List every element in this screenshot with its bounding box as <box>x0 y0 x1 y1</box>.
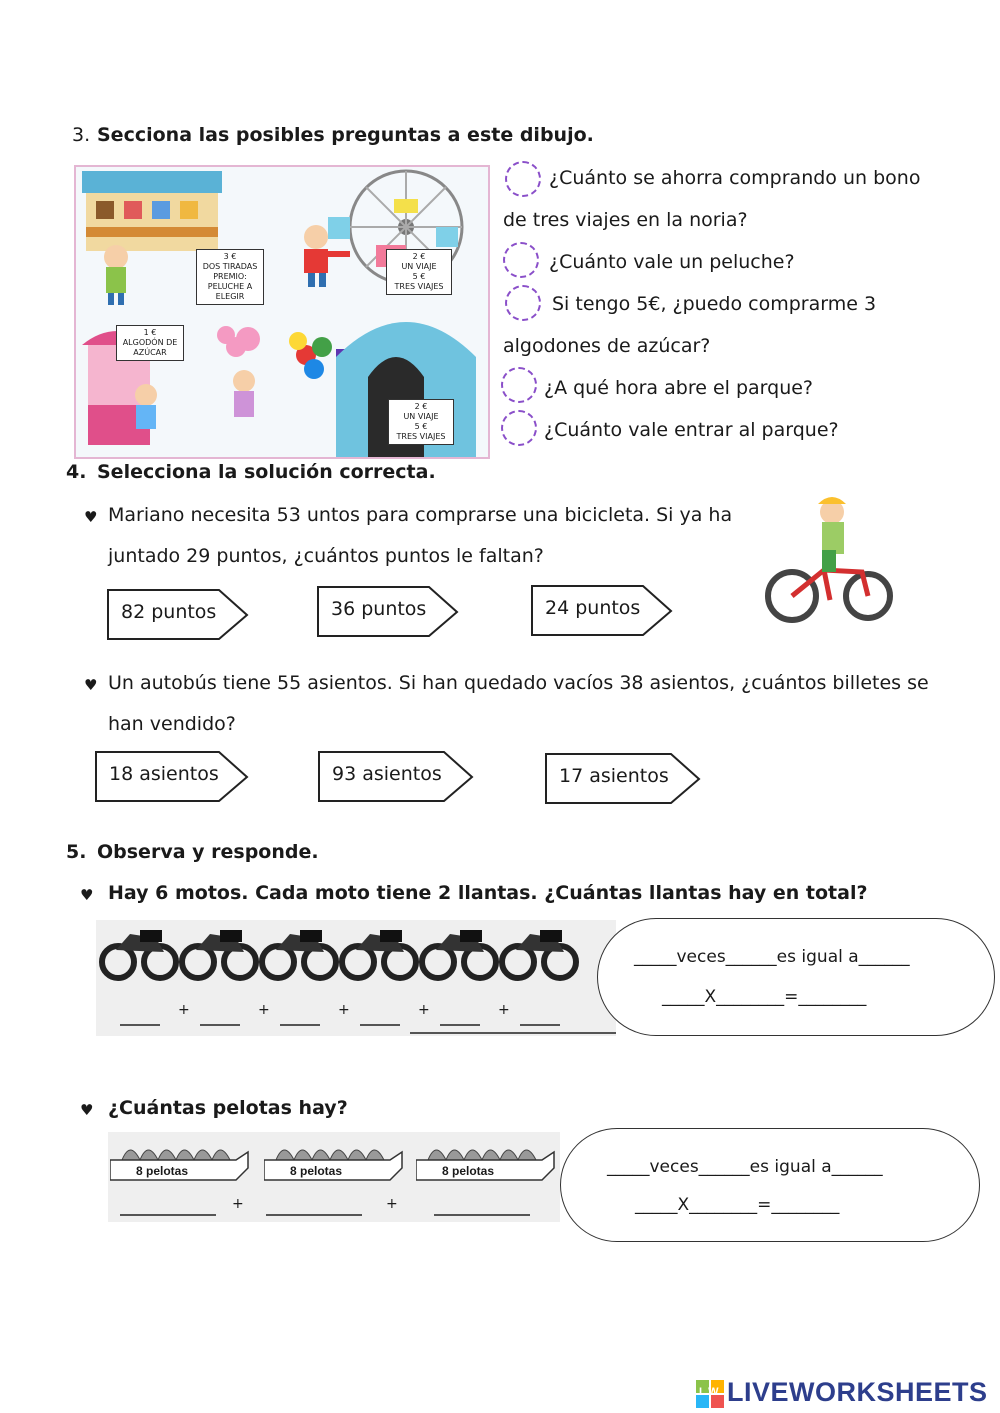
answer-option-label: 36 puntos <box>331 598 427 620</box>
answer-option-36[interactable] <box>317 586 459 636</box>
select-circle-1[interactable] <box>505 161 541 197</box>
section3-number: 3. <box>72 124 91 146</box>
question-1-line1: ¿Cuánto se ahorra comprando un bono <box>549 167 921 189</box>
addend-blank <box>200 1024 240 1026</box>
answer-option-93[interactable] <box>318 751 474 801</box>
section5-number: 5. <box>66 841 87 863</box>
motorcycle-icon <box>342 930 416 978</box>
ball-trays-strip <box>108 1132 560 1222</box>
motorcycle-icon <box>262 930 336 978</box>
bullet-heart-icon: ♥ <box>80 886 94 904</box>
question-3-line2: algodones de azúcar? <box>503 335 711 357</box>
problem1-line2: juntado 29 puntos, ¿cuántos puntos le faltan? <box>108 545 544 567</box>
motorcycle-icon <box>182 930 256 978</box>
problem2-line1: Un autobús tiene 55 asientos. Si han quedado vacíos 38 asientos, ¿cuántos billetes se <box>108 672 929 694</box>
answer-sentence[interactable]: _____veces______es igual a______ <box>634 947 910 967</box>
plus-sign: + <box>338 1002 350 1018</box>
tray-label: 8 pelotas <box>290 1164 343 1178</box>
answer-option-label: 93 asientos <box>332 763 442 785</box>
addend-blank <box>520 1024 560 1026</box>
ball-tray <box>264 1140 404 1184</box>
liveworksheets-logo-icon <box>696 1380 724 1408</box>
select-circle-5[interactable] <box>501 410 537 446</box>
plus-sign: + <box>386 1196 398 1212</box>
answer-option-label: 18 asientos <box>109 763 219 785</box>
plus-sign: + <box>232 1196 244 1212</box>
addend-blank <box>440 1024 480 1026</box>
answer-equation[interactable]: _____X________=________ <box>662 987 867 1007</box>
bullet-heart-icon: ♥ <box>80 1101 94 1119</box>
addend-blank <box>266 1214 362 1216</box>
addend-blank <box>120 1214 216 1216</box>
answer-oval-motorcycles <box>597 918 995 1036</box>
select-circle-4[interactable] <box>501 367 537 403</box>
motorcycles <box>96 920 616 990</box>
answer-option-24[interactable] <box>531 585 673 635</box>
problem1-line1: Mariano necesita 53 untos para comprarse una bicicleta. Si ya ha <box>108 504 733 526</box>
motorcycle-question: Hay 6 motos. Cada moto tiene 2 llantas. ¿Cuántas llantas hay en total? <box>108 882 868 904</box>
answer-equation[interactable]: _____X________=________ <box>635 1195 840 1215</box>
answer-option-label: 82 puntos <box>121 601 217 623</box>
motorcycle-icon <box>422 930 496 978</box>
tray-label: 8 pelotas <box>136 1164 189 1178</box>
motorcycles-strip <box>96 920 616 1036</box>
answer-sentence[interactable]: _____veces______es igual a______ <box>607 1157 883 1177</box>
tray-label: 8 pelotas <box>442 1164 495 1178</box>
sign-cotton-candy: 1 € ALGODÓN DE AZÚCAR <box>116 325 184 361</box>
plus-sign: + <box>418 1002 430 1018</box>
ball-tray <box>110 1140 250 1184</box>
fair-illustration <box>74 165 490 459</box>
answer-option-label: 17 asientos <box>559 765 669 787</box>
question-2: ¿Cuánto vale un peluche? <box>549 251 795 273</box>
addend-blank <box>360 1024 400 1026</box>
select-circle-3[interactable] <box>505 285 541 321</box>
section4-number: 4. <box>66 461 87 483</box>
answer-option-label: 24 puntos <box>545 597 641 619</box>
sign-ride-1: 2 € UN VIAJE 5 € TRES VIAJES <box>386 249 452 295</box>
select-circle-2[interactable] <box>503 242 539 278</box>
sign-prize: 3 € DOS TIRADAS PREMIO: PELUCHE A ELEGIR <box>196 249 264 305</box>
sum-line <box>410 1032 616 1034</box>
plus-sign: + <box>498 1002 510 1018</box>
addend-blank <box>280 1024 320 1026</box>
answer-option-82[interactable] <box>107 589 249 639</box>
question-3-line1: Si tengo 5€, ¿puedo comprarme 3 <box>552 293 877 315</box>
plus-sign: + <box>258 1002 270 1018</box>
addend-blank <box>120 1024 160 1026</box>
motorcycle-icon <box>102 930 176 978</box>
cyclist-image <box>764 490 894 630</box>
addend-blank <box>434 1214 530 1216</box>
balls-question: ¿Cuántas pelotas hay? <box>108 1097 348 1119</box>
problem2-line2: han vendido? <box>108 713 236 735</box>
section3-title: Secciona las posibles preguntas a este dibujo. <box>97 124 594 146</box>
logo-letters: LW <box>699 1386 722 1398</box>
section5-title: Observa y responde. <box>97 841 319 863</box>
cyclist-drawing <box>764 490 894 630</box>
question-4: ¿A qué hora abre el parque? <box>544 377 814 399</box>
answer-oval-balls <box>560 1128 980 1242</box>
answer-option-17[interactable] <box>545 753 701 803</box>
plus-sign: + <box>178 1002 190 1018</box>
question-5: ¿Cuánto vale entrar al parque? <box>544 419 839 441</box>
ball-tray <box>416 1140 556 1184</box>
answer-option-18[interactable] <box>95 751 249 801</box>
question-1-line2: de tres viajes en la noria? <box>503 209 748 231</box>
liveworksheets-brand: LIVEWORKSHEETS <box>727 1377 988 1407</box>
motorcycle-icon <box>502 930 576 978</box>
bullet-heart-icon: ♥ <box>84 508 98 526</box>
sign-ride-2: 2 € UN VIAJE 5 € TRES VIAJES <box>388 399 454 445</box>
section4-title: Selecciona la solución correcta. <box>97 461 436 483</box>
bullet-heart-icon: ♥ <box>84 676 98 694</box>
